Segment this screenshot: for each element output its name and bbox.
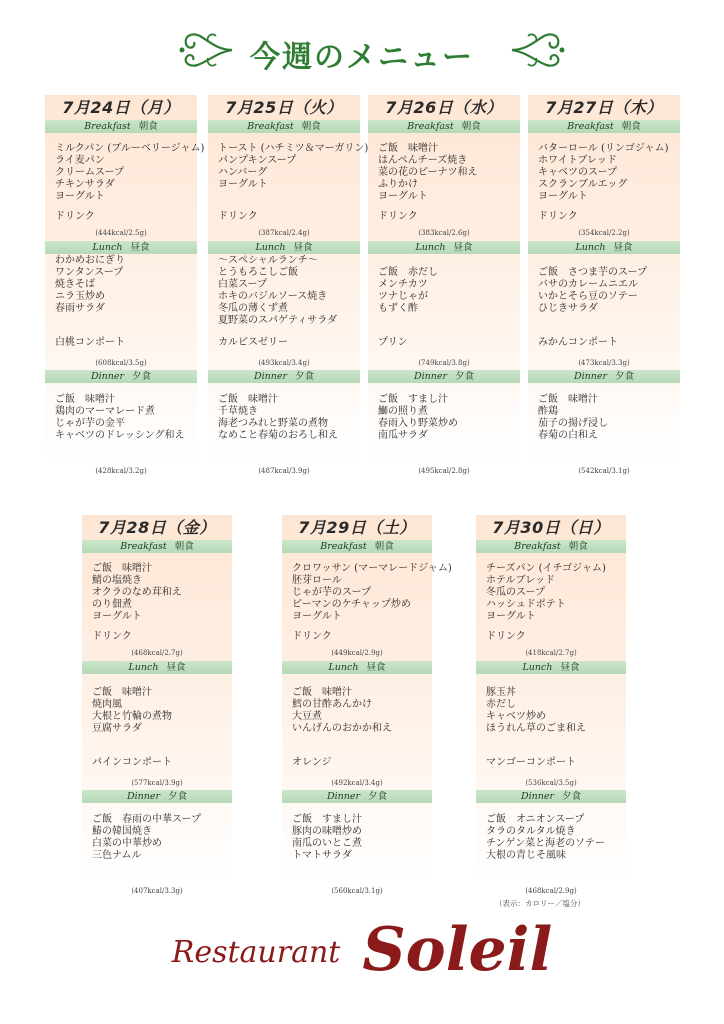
breakfast-items (92, 563, 230, 623)
lunch-calories: (608kcal/3.5g) (95, 359, 147, 367)
breakfast-band (528, 120, 680, 133)
menu-item: ご飯 味噌汁 (218, 394, 278, 405)
breakfast-calories: (354kcal/2.2g) (578, 229, 630, 237)
lunch-label-en: Lunch (575, 242, 606, 253)
breakfast-label-en: Breakfast (407, 121, 454, 132)
menu-item: トマトサラダ (292, 850, 352, 861)
menu-item (92, 675, 230, 687)
flourish-ornament-icon (510, 28, 566, 72)
menu-item: ハッシュドポテト (486, 599, 566, 610)
menu-item: オクラのなめ茸和え (92, 587, 182, 598)
breakfast-extra: ドリンク (55, 211, 95, 222)
breakfast-band (208, 120, 360, 133)
menu-item: ツナじゃが (378, 291, 428, 302)
menu-item: ～スペシャルランチ～ (218, 255, 318, 266)
breakfast-label-en: Breakfast (120, 541, 167, 552)
menu-item: バサのカレームニエル (538, 279, 638, 290)
menu-item: なめこと春菊のおろし和え (218, 430, 338, 441)
lunch-label-jp: 昼食 (560, 662, 580, 673)
menu-item: 南瓜のいとこ煮 (292, 838, 362, 849)
menu-item: 鱈の甘酢あんかけ (292, 699, 372, 710)
menu-item: ご飯 さつま芋のスープ (538, 267, 647, 278)
breakfast-extra: ドリンク (292, 631, 332, 642)
lunch-band (476, 661, 626, 674)
dinner-label-en: Dinner (126, 791, 161, 802)
menu-item: 白菜の中華炒め (92, 838, 162, 849)
menu-item: 海老つみれと野菜の煮物 (218, 418, 328, 429)
menu-item: ひじきサラダ (538, 303, 598, 314)
breakfast-items (55, 143, 205, 203)
menu-item: 冬瓜の薄くず煮 (218, 303, 288, 314)
menu-item: ヨーグルト (92, 611, 142, 622)
menu-item: ホワイトブレッド (538, 155, 617, 166)
menu-item: チキンサラダ (55, 179, 115, 190)
menu-item: 千草焼き (218, 406, 258, 417)
menu-item: 豆腐サラダ (92, 723, 142, 734)
dinner-label-jp: 夕食 (615, 371, 635, 382)
menu-item: ふりかけ (378, 179, 418, 190)
lunch-label-en: Lunch (415, 242, 446, 253)
lunch-extra: パインコンポート (92, 757, 172, 768)
dinner-items (218, 394, 358, 442)
lunch-extra: カルピスゼリー (218, 337, 288, 348)
legend-note: （表示：カロリー／塩分） (495, 899, 585, 908)
restaurant-logo (0, 915, 724, 985)
lunch-items (292, 675, 430, 735)
breakfast-label-jp: 朝食 (174, 541, 194, 552)
breakfast-label-jp: 朝食 (621, 121, 641, 132)
menu-item: ほうれん草のごま和え (486, 723, 586, 734)
day-date: 7月29日（土） (298, 518, 416, 537)
menu-item: 南瓜サラダ (378, 430, 428, 441)
dinner-calories: (542kcal/3.1g) (578, 467, 630, 475)
dinner-items (378, 394, 518, 442)
menu-item: ご飯 オニオンスープ (486, 814, 585, 825)
dinner-calories: (428kcal/3.2g) (95, 467, 147, 475)
lunch-label-en: Lunch (255, 242, 286, 253)
breakfast-label-jp: 朝食 (461, 121, 481, 132)
menu-item: 豚玉丼 (486, 687, 516, 698)
day-card (45, 95, 205, 475)
menu-item: 大豆煮 (292, 711, 322, 722)
dinner-label-en: Dinner (520, 791, 555, 802)
breakfast-band (476, 540, 626, 553)
dinner-calories: (468kcal/2.9g) (525, 887, 577, 895)
breakfast-label-en: Breakfast (84, 121, 131, 132)
breakfast-extra: ドリンク (538, 211, 578, 222)
menu-item: ヨーグルト (218, 179, 268, 190)
menu-item: ヨーグルト (486, 611, 536, 622)
menu-item: 春雨入り野菜炒め (378, 418, 458, 429)
menu-item: いんげんのおかか和え (292, 723, 392, 734)
dinner-items (92, 814, 230, 862)
menu-item: 大根と竹輪の煮物 (92, 711, 172, 722)
breakfast-calories: (383kcal/2.6g) (418, 229, 470, 237)
day-card (82, 515, 232, 895)
lunch-items (538, 255, 678, 315)
dinner-label-en: Dinner (573, 371, 608, 382)
menu-item: 鰤の照り煮 (378, 406, 428, 417)
dinner-label-jp: 夕食 (368, 791, 388, 802)
lunch-band (282, 661, 432, 674)
menu-item: 三色ナムル (92, 850, 142, 861)
menu-item: ライ麦パン (55, 155, 105, 166)
menu-item: ご飯 味噌汁 (538, 394, 598, 405)
menu-item: とうもろこしご飯 (218, 267, 298, 278)
menu-item: 鶏肉のマーマレード煮 (55, 406, 155, 417)
breakfast-extra: ドリンク (92, 631, 132, 642)
menu-item: ヨーグルト (538, 191, 588, 202)
dinner-calories: (407kcal/3.3g) (131, 887, 183, 895)
menu-item: ご飯 味噌汁 (92, 563, 152, 574)
dinner-label-jp: 夕食 (455, 371, 475, 382)
lunch-band (208, 241, 360, 254)
menu-item: チンゲン菜と海老のソテー (486, 838, 605, 849)
lunch-label-en: Lunch (92, 242, 123, 253)
breakfast-calories: (444kcal/2.5g) (95, 229, 147, 237)
lunch-extra: 白桃コンポート (55, 337, 125, 348)
day-card (208, 95, 369, 475)
dinner-calories: (495kcal/2.8g) (418, 467, 470, 475)
dinner-calories: (487kcal/3.9g) (258, 467, 310, 475)
menu-item (486, 675, 624, 687)
menu-item: 焼肉風 (92, 699, 122, 710)
lunch-band (528, 241, 680, 254)
breakfast-band (82, 540, 232, 553)
dinner-band (45, 370, 197, 383)
menu-item: 焼きそば (55, 279, 95, 290)
brand-name: Soleil (362, 915, 553, 985)
lunch-label-jp: 昼食 (166, 662, 186, 673)
day-card (368, 95, 520, 475)
lunch-label-jp: 昼食 (613, 242, 633, 253)
menu-item: 豚肉の味噌炒め (292, 826, 362, 837)
lunch-extra: マンゴーコンポート (486, 757, 576, 768)
menu-item: バターロール (リンゴジャム) (538, 143, 669, 154)
menu-item: はんぺんチーズ焼き (378, 155, 468, 166)
menu-item: 酢鶏 (538, 406, 558, 417)
breakfast-items (486, 563, 624, 623)
menu-item: ピーマンのケチャップ炒め (292, 599, 411, 610)
menu-item: トースト (ハチミツ＆マーガリン) (218, 143, 369, 154)
menu-item: メンチカツ (378, 279, 428, 290)
dinner-label-en: Dinner (253, 371, 288, 382)
breakfast-band (368, 120, 520, 133)
menu-item: ハンバーグ (218, 167, 268, 178)
dinner-label-en: Dinner (326, 791, 361, 802)
menu-item: ヨーグルト (292, 611, 342, 622)
breakfast-label-en: Breakfast (320, 541, 367, 552)
breakfast-calories: (387kcal/2.4g) (258, 229, 310, 237)
menu-item: クロワッサン (マーマレードジャム) (292, 563, 452, 574)
day-date: 7月25日（火） (225, 98, 343, 117)
menu-item (538, 255, 678, 267)
day-date: 7月28日（金） (98, 518, 216, 537)
menu-item: 白菜スープ (218, 279, 267, 290)
menu-item: ご飯 味噌汁 (292, 687, 352, 698)
lunch-band (82, 661, 232, 674)
lunch-items (378, 255, 518, 315)
day-date: 7月24日（月） (62, 98, 180, 117)
breakfast-label-en: Breakfast (514, 541, 561, 552)
menu-item: キャベツのドレッシング和え (55, 430, 185, 441)
menu-item: 冬瓜のスープ (486, 587, 545, 598)
lunch-extra: みかんコンポート (538, 337, 618, 348)
lunch-calories: (536kcal/3.5g) (525, 779, 577, 787)
menu-item: 鰆の韓国焼き (92, 826, 152, 837)
menu-item: パンプキンスープ (218, 155, 297, 166)
breakfast-calories: (418kcal/2.7g) (525, 649, 577, 657)
day-date: 7月26日（水） (385, 98, 503, 117)
dinner-band (82, 790, 232, 803)
menu-item: ご飯 味噌汁 (378, 143, 438, 154)
menu-item: ヨーグルト (55, 191, 105, 202)
lunch-items (92, 675, 230, 735)
menu-item (292, 675, 430, 687)
menu-item: ワンタンスープ (55, 267, 124, 278)
menu-item: ミルクパン (ブルーベリージャム) (55, 143, 205, 154)
menu-item: 春雨サラダ (55, 303, 105, 314)
breakfast-label-jp: 朝食 (138, 121, 158, 132)
lunch-calories: (749kcal/3.8g) (418, 359, 470, 367)
dinner-items (486, 814, 624, 862)
breakfast-label-jp: 朝食 (374, 541, 394, 552)
lunch-label-jp: 昼食 (366, 662, 386, 673)
menu-item: ご飯 味噌汁 (92, 687, 152, 698)
dinner-label-jp: 夕食 (295, 371, 315, 382)
menu-item: 胚芽ロール (292, 575, 342, 586)
breakfast-band (45, 120, 197, 133)
breakfast-items (218, 143, 369, 191)
menu-item: ご飯 春雨の中華スープ (92, 814, 201, 825)
menu-item: じゃが芋のスープ (292, 587, 371, 598)
menu-item: ご飯 すまし汁 (292, 814, 362, 825)
lunch-extra: オレンジ (292, 757, 332, 768)
menu-item: 春菊の白和え (538, 430, 598, 441)
lunch-calories: (493kcal/3.4g) (258, 359, 310, 367)
lunch-label-jp: 昼食 (293, 242, 313, 253)
breakfast-label-en: Breakfast (247, 121, 294, 132)
lunch-band (368, 241, 520, 254)
menu-item: のり佃煮 (92, 599, 132, 610)
dinner-label-jp: 夕食 (168, 791, 188, 802)
lunch-items (55, 255, 195, 315)
dinner-calories: (560kcal/3.1g) (331, 887, 383, 895)
menu-item: ヨーグルト (378, 191, 428, 202)
breakfast-extra: ドリンク (378, 211, 418, 222)
menu-item: ホキのバジルソース焼き (218, 291, 328, 302)
menu-item: 菜の花のピーナツ和え (378, 167, 478, 178)
lunch-extra: プリン (378, 337, 408, 348)
menu-item: スクランブルエッグ (538, 179, 628, 190)
breakfast-extra: ドリンク (486, 631, 526, 642)
page-title: 今週のメニュー (250, 40, 474, 75)
lunch-calories: (473kcal/3.3g) (578, 359, 630, 367)
menu-item: クリームスープ (55, 167, 124, 178)
menu-item: キャベツ炒め (486, 711, 546, 722)
day-date: 7月27日（木） (545, 98, 663, 117)
lunch-label-jp: 昼食 (130, 242, 150, 253)
dinner-band (208, 370, 360, 383)
menu-item: キャベツのスープ (538, 167, 617, 178)
menu-item: ニラ玉炒め (55, 291, 105, 302)
breakfast-items (538, 143, 678, 203)
menu-item: タラのタルタル焼き (486, 826, 576, 837)
dinner-label-jp: 夕食 (132, 371, 152, 382)
day-card (528, 95, 680, 475)
dinner-band (476, 790, 626, 803)
menu-item: もずく酢 (378, 303, 418, 314)
dinner-label-jp: 夕食 (562, 791, 582, 802)
lunch-items (218, 255, 358, 327)
breakfast-label-jp: 朝食 (568, 541, 588, 552)
breakfast-calories: (449kcal/2.9g) (331, 649, 383, 657)
menu-item: 大根の青じそ風味 (486, 850, 566, 861)
day-date: 7月30日（日） (492, 518, 610, 537)
lunch-label-jp: 昼食 (453, 242, 473, 253)
menu-item: ホテルブレッド (486, 575, 555, 586)
lunch-calories: (492kcal/3.4g) (331, 779, 383, 787)
brand-prefix: Restaurant (171, 935, 341, 970)
lunch-items (486, 675, 624, 735)
dinner-band (282, 790, 432, 803)
lunch-label-en: Lunch (522, 662, 553, 673)
lunch-band (45, 241, 197, 254)
menu-item (378, 255, 518, 267)
dinner-items (538, 394, 678, 442)
breakfast-items (292, 563, 452, 623)
day-card (476, 515, 626, 895)
dinner-label-en: Dinner (90, 371, 125, 382)
menu-item: チーズパン (イチゴジャム) (486, 563, 606, 574)
menu-item: 鯖の塩焼き (92, 575, 142, 586)
dinner-band (368, 370, 520, 383)
menu-item: 夏野菜のスパゲティサラダ (218, 315, 338, 326)
dinner-label-en: Dinner (413, 371, 448, 382)
lunch-label-en: Lunch (328, 662, 359, 673)
menu-item: ご飯 赤だし (378, 267, 438, 278)
day-card (282, 515, 452, 895)
breakfast-calories: (468kcal/2.7g) (131, 649, 183, 657)
breakfast-label-jp: 朝食 (301, 121, 321, 132)
menu-item: 茄子の揚げ浸し (538, 418, 608, 429)
breakfast-extra: ドリンク (218, 211, 258, 222)
menu-item: 赤だし (486, 699, 516, 710)
menu-item: わかめおにぎり (55, 255, 125, 266)
breakfast-band (282, 540, 432, 553)
menu-item: ご飯 すまし汁 (378, 394, 448, 405)
dinner-items (292, 814, 430, 862)
menu-item: ご飯 味噌汁 (55, 394, 115, 405)
lunch-label-en: Lunch (128, 662, 159, 673)
header (0, 28, 724, 80)
menu-item: じゃが芋の金平 (55, 418, 125, 429)
dinner-items (55, 394, 195, 442)
menu-item: いかとそら豆のソテー (538, 291, 638, 302)
breakfast-items (378, 143, 518, 203)
dinner-band (528, 370, 680, 383)
breakfast-label-en: Breakfast (567, 121, 614, 132)
lunch-calories: (577kcal/3.9g) (131, 779, 183, 787)
